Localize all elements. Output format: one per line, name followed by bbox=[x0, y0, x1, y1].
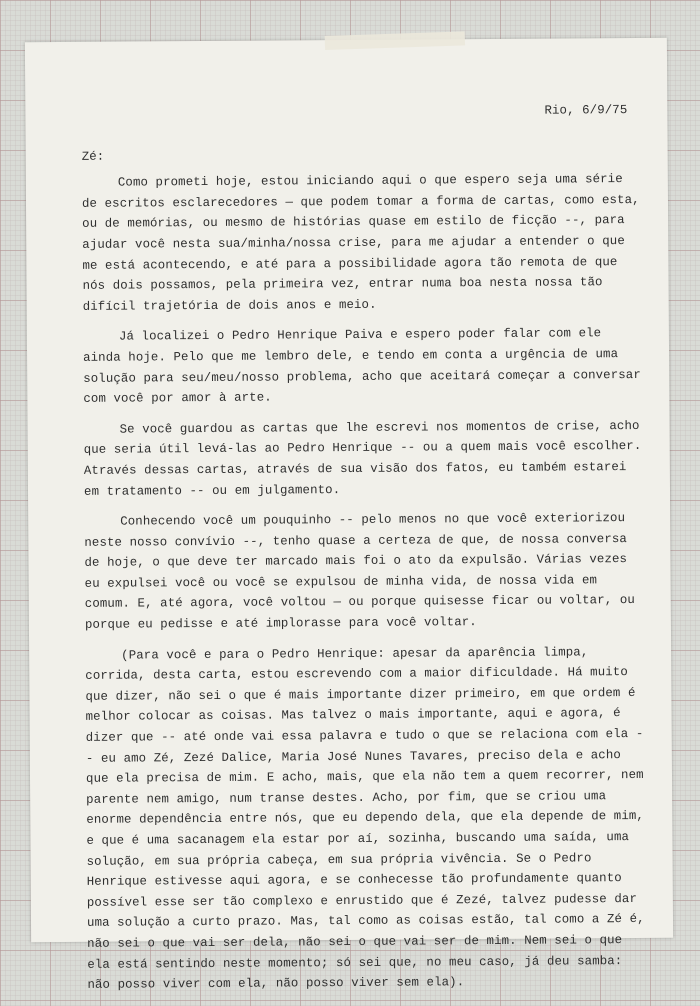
letter-body bbox=[81, 100, 647, 1006]
paragraph: Como prometi hoje, estou iniciando aqui o que espero seja uma série de escritos esclarecedores — que podem tomar a forma de cartas, como esta, ou de memórias, ou mesmo de histórias quase em estilo de ficção --, para ajudar você nesta sua/minha/nossa crise, para me ajudar a entender o que me está acontecendo, e até para a possibilidade agora tão remota de que nós dois possamos, pela primeira vez, entrar numa boa nesta nossa tão difícil trajetória de dois anos e meio. bbox=[81, 172, 640, 314]
letter-salutation: Zé: bbox=[81, 149, 105, 164]
letter-date: Rio, 6/9/75 bbox=[544, 103, 628, 118]
paragraph: (Para você e para o Pedro Henrique: apesar da aparência limpa, corrida, desta carta, estou escrevendo com a maior dificuldade. Há muito que dizer, não sei o que é mais importante dizer primeiro, em que ordem é melhor colocar as coisas. Mas talvez o mais importante, aqui e agora, é dizer que -- até onde vai essa palavra e tudo o que se relaciona com ela -- eu amo Zé, Zezé Dalice, Maria José Nunes Tavares, preciso dela e acho que ela precisa de mim. E acho, mais, que ela não tem a quem recorrer, nem parente nem amigo, num transe destes. Acho, por fim, que se criou uma enorme dependência entre nós, que eu dependo dela, que ela depende de mim, e que é uma sacanagem ela estar por aí, sozinha, buscando uma saída, uma solução, em sua própria cabeça, em sua própria vivência. Se o Pedro Henrique estivesse aqui agora, e se conhecesse tão profundamente quanto possível esse ser tão complexo e enrustido que é Zezé, talvez pudesse dar uma solução a curto prazo. Mas, tal como as coisas estão, tal como a Zé é, não sei o que vai ser dela, não sei o que vai ser de mim. Nem sei o que ela está sentindo neste momento; só sei que, no meu caso, já deu samba: não posso viver com ela, não posso viver sem ela). bbox=[85, 644, 645, 992]
letter-sheet bbox=[25, 38, 673, 992]
paragraph: Se você guardou as cartas que lhe escrevi nos momentos de crise, acho que seria útil levá-las ao Pedro Henrique -- ou a quem mais você escolher. Através dessas cartas, através de sua visão dos fatos, eu também estarei em tratamento -- ou em julgamento. bbox=[83, 418, 642, 499]
paragraph: Conhecendo você um pouquinho -- pelo menos no que você exteriorizou neste nosso convívio --, tenho quase a certeza de que, de nossa conversa de hoje, o que deve ter marcado mais foi o ato da expulsão. Várias vezes eu expulsei você ou você se expulsou de minha vida, de nossa vida em comum. E, até agora, você voltou — ou porque quisesse ficar ou voltar, ou porque eu pedisse e até implorasse para você voltar. bbox=[84, 511, 635, 632]
tape-strip bbox=[325, 31, 465, 50]
paragraph: Já localizei o Pedro Henrique Paiva e espero poder falar com ele ainda hoje. Pelo que me lembro dele, e tendo em conta a urgência de uma solução para seu/meu/nosso problema, acho que aceitará começar a conversar com você por amor à arte. bbox=[83, 326, 641, 406]
